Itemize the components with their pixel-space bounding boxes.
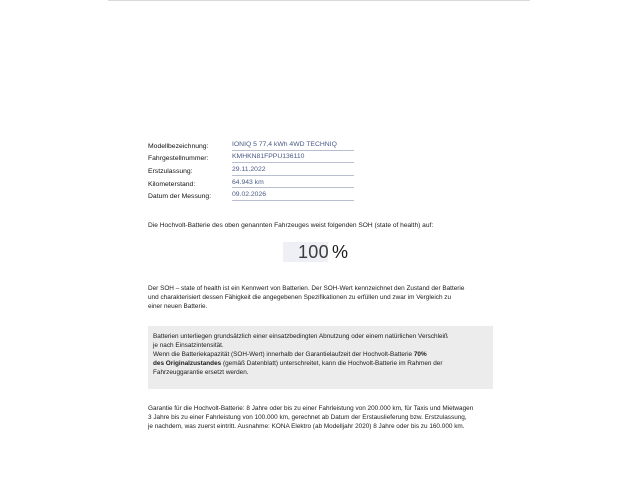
top-divider <box>108 0 530 1</box>
notice-line: Batterien unterliegen grundsätzlich einer einsatzbedingten Abnutzung oder einem natürlichen Verschleiß <box>153 333 448 340</box>
soh-unit: % <box>331 241 348 262</box>
vin-value: KMHKN81FPPU136110 <box>232 154 354 163</box>
notice-text: Wenn die Batteriekapazität (SOH-Wert) innerhalb der Garantielaufzeit der Hochvolt-Batterie <box>153 350 414 358</box>
field-row-mileage <box>148 176 368 189</box>
field-row-model <box>148 138 368 151</box>
warranty-text <box>148 405 493 431</box>
notice-line: je nach Einsatzintensität. <box>153 341 224 349</box>
registration-label: Erstzulassung: <box>148 167 193 175</box>
vehicle-info-table <box>148 138 368 201</box>
vin-label: Fahrgestellnummer: <box>148 155 209 163</box>
registration-value: 29.11.2022 <box>232 167 354 176</box>
measurement-date-label: Datum der Messung: <box>148 193 212 201</box>
warranty-line: je nachdem, was zuerst eintritt. Ausnahme: KONA Elektro (ab Modelljahr 2020) 8 Jahre oder bis zu 160.000 km. <box>148 422 465 430</box>
notice-line <box>153 360 483 369</box>
field-row-measurement-date <box>148 188 368 201</box>
notice-emphasis: des Originalzustandes <box>153 359 222 367</box>
degradation-notice-box <box>148 326 493 389</box>
measurement-date-value: 09.02.2026 <box>232 192 354 201</box>
explanation-line: und charakterisiert dessen Fähigkeit die angegebenen Spezifikationen zu erfüllen und zwar im Vergleich zu <box>148 293 452 301</box>
field-row-vin <box>148 151 368 164</box>
warranty-line: Garantie für die Hochvolt-Batterie: 8 Jahre oder bis zu einer Fahrleistung von 200.000 km, für Taxis und Mietwagen <box>148 405 474 412</box>
explanation-line: einer neuen Batterie. <box>148 302 208 310</box>
model-value: IONIQ 5 77,4 kWh 4WD TECHNIQ <box>232 142 354 151</box>
model-label: Modellbezeichnung: <box>148 142 209 150</box>
soh-value: 100 <box>298 241 329 262</box>
warranty-line: 3 Jahre bis zu einer Fahrleistung von 100.000 km, gerechnet ab Datum der Erstauslieferung bzw. Erstzulassung, <box>148 413 467 421</box>
mileage-value: 64.943 km <box>232 180 354 189</box>
notice-text: (gemäß Datenblatt) unterschreitet, kann die Hochvolt-Batterie im Rahmen der <box>221 359 443 367</box>
notice-threshold: 70% <box>413 350 427 358</box>
explanation-line: Der SOH – state of health ist ein Kennwert von Batterien. Der SOH-Wert kennzeichnet den Zustand der Batterie <box>148 285 465 292</box>
mileage-label: Kilometerstand: <box>148 180 196 188</box>
notice-line <box>153 351 483 360</box>
soh-intro-text: Die Hochvolt-Batterie des oben genannten Fahrzeuges weist folgenden SOH (state of health) auf: <box>148 222 434 229</box>
soh-display <box>283 242 353 262</box>
field-row-registration <box>148 163 368 176</box>
soh-explanation <box>148 285 493 311</box>
notice-line: Fahrzeuggarantie ersetzt werden. <box>153 368 249 376</box>
